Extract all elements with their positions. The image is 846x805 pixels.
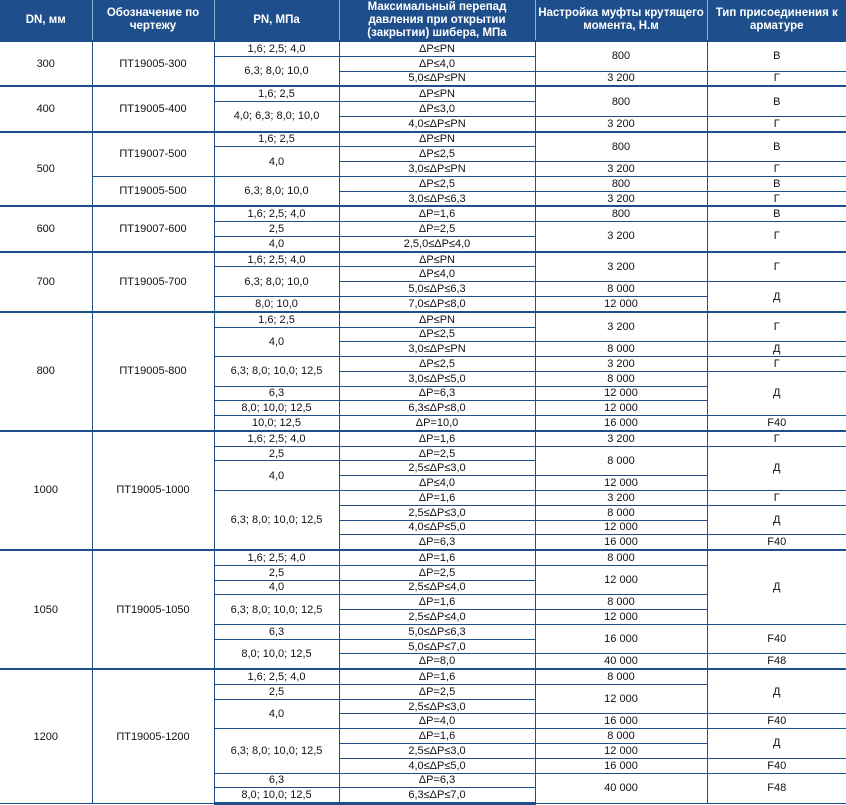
dn-cell: 400 bbox=[0, 86, 92, 131]
table-row bbox=[0, 206, 846, 221]
dp-cell: 5,0≤ΔP≤7,0 bbox=[339, 639, 535, 654]
torque-cell: 12 000 bbox=[535, 743, 707, 758]
connection-cell: В bbox=[707, 132, 846, 162]
connection-cell: F40 bbox=[707, 535, 846, 550]
torque-cell: 12 000 bbox=[535, 684, 707, 714]
dn-cell: 1200 bbox=[0, 669, 92, 803]
dp-cell: ΔP=6,3 bbox=[339, 535, 535, 550]
pn-cell: 8,0; 10,0; 12,5 bbox=[214, 639, 339, 669]
torque-cell: 12 000 bbox=[535, 401, 707, 416]
dp-cell: 3,0≤ΔP≤5,0 bbox=[339, 371, 535, 386]
pn-cell: 2,5 bbox=[214, 565, 339, 580]
dp-cell: 2,5,0≤ΔP≤4,0 bbox=[339, 236, 535, 251]
dp-cell: ΔP=1,6 bbox=[339, 595, 535, 610]
pn-cell: 4,0 bbox=[214, 147, 339, 177]
dp-cell: ΔP≤4,0 bbox=[339, 56, 535, 71]
dp-cell: ΔP≤4,0 bbox=[339, 476, 535, 491]
torque-cell: 3 200 bbox=[535, 490, 707, 505]
pn-cell: 2,5 bbox=[214, 684, 339, 699]
torque-cell: 8 000 bbox=[535, 550, 707, 565]
dp-cell: ΔP=1,6 bbox=[339, 431, 535, 446]
dp-cell: 6,3≤ΔP≤7,0 bbox=[339, 788, 535, 804]
torque-cell: 12 000 bbox=[535, 386, 707, 401]
torque-cell: 16 000 bbox=[535, 714, 707, 729]
connection-cell: Г bbox=[707, 312, 846, 342]
torque-cell: 12 000 bbox=[535, 565, 707, 595]
header-torque: Настройка муфты крутящего момента, Н.м bbox=[535, 0, 707, 41]
drawing-cell: ПТ19005-1050 bbox=[92, 550, 214, 669]
pn-cell: 6,3 bbox=[214, 386, 339, 401]
dn-cell: 700 bbox=[0, 252, 92, 312]
pn-cell: 10,0; 12,5 bbox=[214, 416, 339, 431]
table-row bbox=[0, 431, 846, 446]
connection-cell: F40 bbox=[707, 624, 846, 654]
dp-cell: 4,0≤ΔP≤5,0 bbox=[339, 520, 535, 535]
drawing-cell: ПТ19005-300 bbox=[92, 41, 214, 86]
torque-cell: 8 000 bbox=[535, 669, 707, 684]
dp-cell: 4,0≤ΔP≤5,0 bbox=[339, 758, 535, 773]
connection-cell: Д bbox=[707, 282, 846, 312]
torque-cell: 800 bbox=[535, 176, 707, 191]
dn-cell: 1050 bbox=[0, 550, 92, 669]
dp-cell: 3,0≤ΔP≤PN bbox=[339, 162, 535, 177]
dp-cell: ΔP≤2,5 bbox=[339, 147, 535, 162]
torque-cell: 800 bbox=[535, 132, 707, 162]
pn-cell: 1,6; 2,5; 4,0 bbox=[214, 206, 339, 221]
dp-cell: ΔP=8,0 bbox=[339, 654, 535, 669]
connection-cell: F48 bbox=[707, 773, 846, 804]
torque-cell: 3 200 bbox=[535, 312, 707, 342]
table-row bbox=[0, 550, 846, 565]
table-row bbox=[0, 312, 846, 327]
pn-cell: 6,3; 8,0; 10,0; 12,5 bbox=[214, 490, 339, 550]
torque-cell: 16 000 bbox=[535, 758, 707, 773]
torque-cell: 16 000 bbox=[535, 416, 707, 431]
connection-cell: В bbox=[707, 86, 846, 116]
connection-cell: Г bbox=[707, 191, 846, 206]
torque-cell: 3 200 bbox=[535, 431, 707, 446]
drawing-cell: ПТ19007-500 bbox=[92, 132, 214, 177]
dp-cell: 2,5≤ΔP≤3,0 bbox=[339, 743, 535, 758]
torque-cell: 3 200 bbox=[535, 116, 707, 131]
dp-cell: 7,0≤ΔP≤8,0 bbox=[339, 297, 535, 312]
connection-cell: Д bbox=[707, 342, 846, 357]
torque-cell: 8 000 bbox=[535, 371, 707, 386]
pn-cell: 6,3; 8,0; 10,0 bbox=[214, 176, 339, 206]
torque-cell: 16 000 bbox=[535, 624, 707, 654]
connection-cell: Д bbox=[707, 446, 846, 490]
table-row bbox=[0, 132, 846, 147]
connection-cell: В bbox=[707, 176, 846, 191]
dp-cell: ΔP≤PN bbox=[339, 312, 535, 327]
dp-cell: ΔP=1,6 bbox=[339, 550, 535, 565]
dp-cell: 2,5≤ΔP≤4,0 bbox=[339, 580, 535, 595]
table-row bbox=[0, 41, 846, 56]
torque-cell: 8 000 bbox=[535, 505, 707, 520]
pn-cell: 1,6; 2,5; 4,0 bbox=[214, 550, 339, 565]
pn-cell: 6,3; 8,0; 10,0; 12,5 bbox=[214, 729, 339, 773]
torque-cell: 3 200 bbox=[535, 252, 707, 282]
dp-cell: ΔP≤PN bbox=[339, 86, 535, 101]
dp-cell: 3,0≤ΔP≤6,3 bbox=[339, 191, 535, 206]
drawing-cell: ПТ19005-500 bbox=[92, 176, 214, 206]
torque-cell: 8 000 bbox=[535, 342, 707, 357]
torque-cell: 8 000 bbox=[535, 282, 707, 297]
connection-cell: Г bbox=[707, 357, 846, 372]
connection-cell: Д bbox=[707, 550, 846, 624]
connection-cell: В bbox=[707, 206, 846, 221]
pn-cell: 6,3; 8,0; 10,0; 12,5 bbox=[214, 357, 339, 387]
header-connection: Тип присоединения к арматуре bbox=[707, 0, 846, 41]
torque-cell: 3 200 bbox=[535, 222, 707, 252]
drawing-cell: ПТ19005-1000 bbox=[92, 431, 214, 550]
dn-cell: 1000 bbox=[0, 431, 92, 550]
pn-cell: 1,6; 2,5; 4,0 bbox=[214, 252, 339, 267]
drawing-cell: ПТ19005-800 bbox=[92, 312, 214, 431]
torque-cell: 12 000 bbox=[535, 476, 707, 491]
pn-cell: 1,6; 2,5; 4,0 bbox=[214, 669, 339, 684]
dp-cell: ΔP≤PN bbox=[339, 252, 535, 267]
dn-cell: 800 bbox=[0, 312, 92, 431]
torque-cell: 800 bbox=[535, 41, 707, 71]
torque-cell: 3 200 bbox=[535, 71, 707, 86]
connection-cell: F40 bbox=[707, 714, 846, 729]
pn-cell: 1,6; 2,5; 4,0 bbox=[214, 41, 339, 56]
dp-cell: 5,0≤ΔP≤6,3 bbox=[339, 624, 535, 639]
drawing-cell: ПТ19005-1200 bbox=[92, 669, 214, 803]
dp-cell: ΔP=1,6 bbox=[339, 669, 535, 684]
torque-cell: 800 bbox=[535, 206, 707, 221]
connection-cell: Г bbox=[707, 431, 846, 446]
table-header bbox=[0, 0, 846, 41]
torque-cell: 3 200 bbox=[535, 357, 707, 372]
pn-cell: 8,0; 10,0; 12,5 bbox=[214, 788, 339, 804]
table-body bbox=[0, 41, 846, 804]
dp-cell: 2,5≤ΔP≤3,0 bbox=[339, 699, 535, 714]
table-row bbox=[0, 252, 846, 267]
connection-cell: Д bbox=[707, 505, 846, 535]
torque-cell: 3 200 bbox=[535, 191, 707, 206]
dp-cell: 2,5≤ΔP≤3,0 bbox=[339, 461, 535, 476]
connection-cell: Г bbox=[707, 116, 846, 131]
pn-cell: 4,0 bbox=[214, 699, 339, 729]
torque-cell: 12 000 bbox=[535, 297, 707, 312]
dp-cell: ΔP=10,0 bbox=[339, 416, 535, 431]
connection-cell: Д bbox=[707, 729, 846, 759]
connection-cell: Г bbox=[707, 222, 846, 252]
connection-cell: F40 bbox=[707, 758, 846, 773]
torque-cell: 40 000 bbox=[535, 654, 707, 669]
pn-cell: 2,5 bbox=[214, 222, 339, 237]
pn-cell: 4,0; 6,3; 8,0; 10,0 bbox=[214, 102, 339, 132]
connection-cell: Г bbox=[707, 162, 846, 177]
torque-cell: 16 000 bbox=[535, 535, 707, 550]
header-dn: DN, мм bbox=[0, 0, 92, 41]
pn-cell: 6,3; 8,0; 10,0; 12,5 bbox=[214, 595, 339, 625]
dp-cell: ΔP≤2,5 bbox=[339, 327, 535, 342]
pn-cell: 1,6; 2,5 bbox=[214, 312, 339, 327]
drawing-cell: ПТ19005-400 bbox=[92, 86, 214, 131]
torque-cell: 800 bbox=[535, 86, 707, 116]
dp-cell: ΔP=6,3 bbox=[339, 386, 535, 401]
dp-cell: ΔP≤PN bbox=[339, 41, 535, 56]
pn-cell: 4,0 bbox=[214, 580, 339, 595]
pn-cell: 4,0 bbox=[214, 236, 339, 251]
connection-cell: Д bbox=[707, 669, 846, 714]
connection-cell: Г bbox=[707, 490, 846, 505]
connection-cell: F48 bbox=[707, 654, 846, 669]
header-pn: PN, МПа bbox=[214, 0, 339, 41]
dn-cell: 300 bbox=[0, 41, 92, 86]
dp-cell: 2,5≤ΔP≤4,0 bbox=[339, 610, 535, 625]
torque-cell: 8 000 bbox=[535, 595, 707, 610]
dp-cell: 6,3≤ΔP≤8,0 bbox=[339, 401, 535, 416]
dp-cell: ΔP=1,6 bbox=[339, 490, 535, 505]
dp-cell: ΔP≤3,0 bbox=[339, 102, 535, 117]
header-drawing: Обозначение по чертежу bbox=[92, 0, 214, 41]
connection-cell: F40 bbox=[707, 416, 846, 431]
dp-cell: 3,0≤ΔP≤PN bbox=[339, 342, 535, 357]
pn-cell: 6,3 bbox=[214, 773, 339, 788]
pn-cell: 4,0 bbox=[214, 461, 339, 491]
pn-cell: 8,0; 10,0; 12,5 bbox=[214, 401, 339, 416]
dn-cell: 600 bbox=[0, 206, 92, 251]
pn-cell: 4,0 bbox=[214, 327, 339, 357]
pn-cell: 1,6; 2,5 bbox=[214, 132, 339, 147]
pn-cell: 1,6; 2,5 bbox=[214, 86, 339, 101]
drawing-cell: ПТ19005-700 bbox=[92, 252, 214, 312]
pn-cell: 6,3; 8,0; 10,0 bbox=[214, 267, 339, 297]
dp-cell: ΔP≤2,5 bbox=[339, 176, 535, 191]
dp-cell: ΔP=1,6 bbox=[339, 206, 535, 221]
dp-cell: 4,0≤ΔP≤PN bbox=[339, 116, 535, 131]
pn-cell: 2,5 bbox=[214, 446, 339, 461]
dp-cell: 5,0≤ΔP≤6,3 bbox=[339, 282, 535, 297]
torque-cell: 40 000 bbox=[535, 773, 707, 804]
table-row bbox=[0, 176, 846, 191]
drawing-cell: ПТ19007-600 bbox=[92, 206, 214, 251]
dp-cell: ΔP=2,5 bbox=[339, 684, 535, 699]
dp-cell: ΔP≤PN bbox=[339, 132, 535, 147]
dp-cell: 2,5≤ΔP≤3,0 bbox=[339, 505, 535, 520]
torque-cell: 3 200 bbox=[535, 162, 707, 177]
pn-cell: 1,6; 2,5; 4,0 bbox=[214, 431, 339, 446]
dp-cell: ΔP=4,0 bbox=[339, 714, 535, 729]
pn-cell: 8,0; 10,0 bbox=[214, 297, 339, 312]
dp-cell: 5,0≤ΔP≤PN bbox=[339, 71, 535, 86]
torque-cell: 8 000 bbox=[535, 446, 707, 476]
connection-cell: В bbox=[707, 41, 846, 71]
table-row bbox=[0, 669, 846, 684]
connection-cell: Г bbox=[707, 71, 846, 86]
dp-cell: ΔP≤2,5 bbox=[339, 357, 535, 372]
connection-cell: Д bbox=[707, 371, 846, 415]
table-row bbox=[0, 86, 846, 101]
torque-cell: 12 000 bbox=[535, 520, 707, 535]
connection-cell: Г bbox=[707, 252, 846, 282]
dp-cell: ΔP=1,6 bbox=[339, 729, 535, 744]
dp-cell: ΔP=2,5 bbox=[339, 222, 535, 237]
torque-cell: 12 000 bbox=[535, 610, 707, 625]
dp-cell: ΔP=6,3 bbox=[339, 773, 535, 788]
header-pressure-diff: Максимальный перепад давления при открытии (закрытии) шибера, МПа bbox=[339, 0, 535, 41]
dp-cell: ΔP≤4,0 bbox=[339, 267, 535, 282]
dn-cell: 500 bbox=[0, 132, 92, 207]
pn-cell: 6,3; 8,0; 10,0 bbox=[214, 56, 339, 86]
torque-cell: 8 000 bbox=[535, 729, 707, 744]
pn-cell: 6,3 bbox=[214, 624, 339, 639]
dp-cell: ΔP=2,5 bbox=[339, 446, 535, 461]
header-row bbox=[0, 0, 846, 41]
dp-cell: ΔP=2,5 bbox=[339, 565, 535, 580]
